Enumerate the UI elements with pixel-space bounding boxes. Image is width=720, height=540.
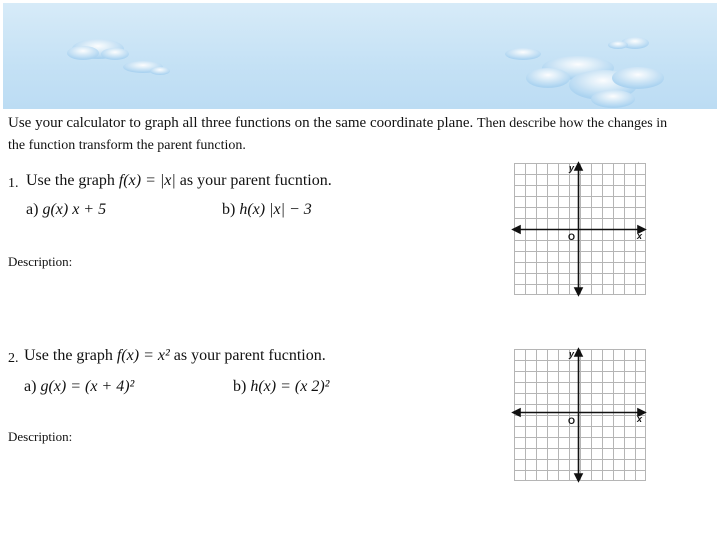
problem-2-part-b — [233, 378, 329, 396]
x-axis-label: x — [637, 231, 643, 241]
problem-1-part-a — [26, 201, 106, 219]
problem-2-part-a — [24, 378, 134, 396]
clouds-decoration — [3, 3, 717, 109]
problem-1-number: 1. — [8, 176, 19, 191]
problem-1-parent-function: f(x) = |x| — [118, 172, 176, 189]
problem-1-prompt — [26, 172, 332, 190]
problem-2-prompt-before: Use the graph — [24, 347, 113, 364]
problem-2-part-b-expression: h(x) = (x 2)² — [250, 378, 330, 395]
instructions-tail: Then describe how the changes in — [477, 116, 668, 131]
problem-1-prompt-before: Use the graph — [26, 172, 115, 189]
grid-lines — [514, 349, 646, 481]
problem-2-prompt — [24, 347, 326, 365]
problem-1-part-b-label: b) — [222, 201, 236, 218]
problem-1-part-a-label: a) — [26, 201, 39, 218]
instructions-line1 — [8, 115, 667, 132]
instructions-main: Use your calculator to graph all three functions on the same coordinate plane. — [8, 115, 474, 131]
origin-label: O — [568, 416, 576, 426]
problem-2-parent-function: f(x) = x² — [116, 347, 170, 364]
problem-1-prompt-after: as your parent fucntion. — [179, 172, 332, 189]
problem-2-part-b-label: b) — [233, 378, 247, 395]
problem-1-part-a-expression: g(x) x + 5 — [42, 201, 107, 218]
x-axis-label: x — [637, 414, 643, 424]
y-axis-label: y — [569, 349, 575, 359]
y-axis-label: y — [569, 163, 575, 173]
header-banner — [3, 3, 717, 109]
problem-1-part-b — [222, 201, 312, 219]
axes — [513, 163, 645, 295]
problem-1-description-label: Description: — [8, 254, 73, 269]
coordinate-grid-2 — [511, 346, 647, 484]
problem-2-part-a-expression: g(x) = (x + 4)² — [40, 378, 135, 395]
problem-2-prompt-after: as your parent fucntion. — [173, 347, 326, 364]
problem-2-part-a-label: a) — [24, 378, 37, 395]
problem-2-description-label: Description: — [8, 429, 73, 444]
origin-label: O — [568, 232, 576, 242]
instructions-line2: the function transform the parent function. — [8, 138, 246, 153]
problem-1-part-b-expression: h(x) |x| − 3 — [239, 201, 312, 218]
problem-2-number: 2. — [8, 351, 19, 366]
coordinate-grid-1 — [511, 160, 647, 298]
